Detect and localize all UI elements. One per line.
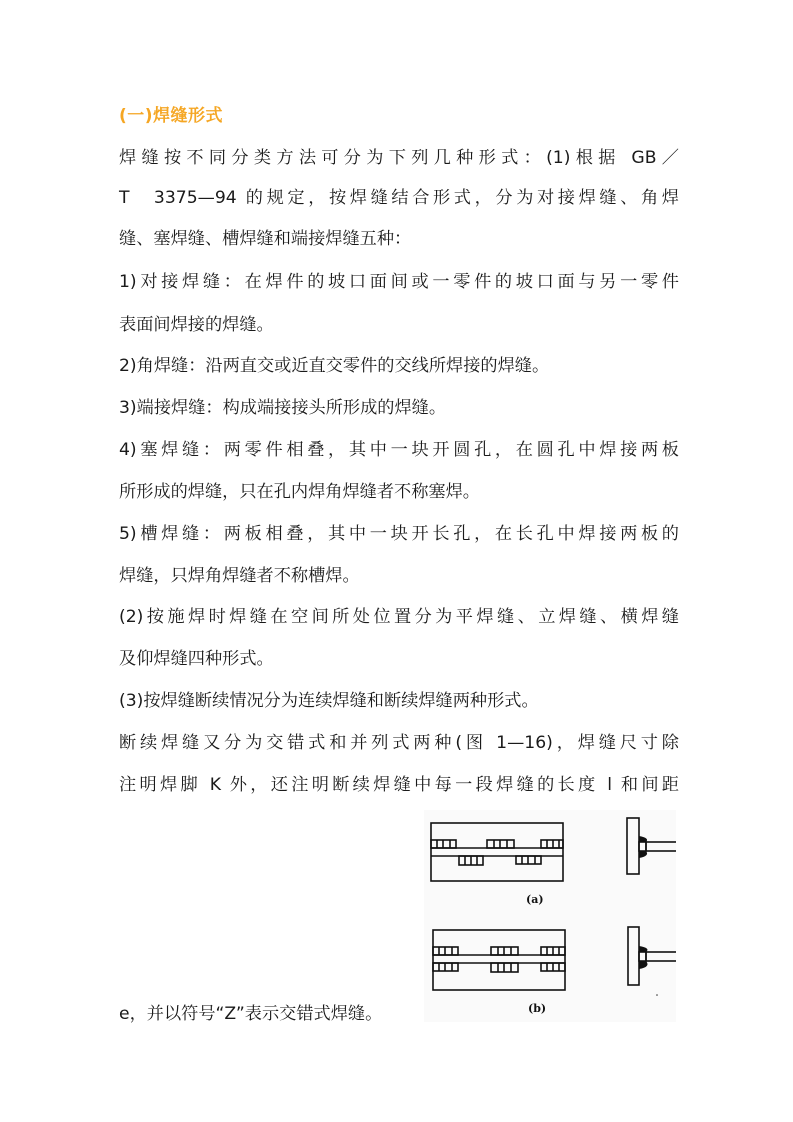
figure-label-b: (b) <box>528 1002 547 1015</box>
paragraph-line: T 3375—94 的规定，按焊缝结合形式，分为对接焊缝、角焊 <box>119 188 679 208</box>
paragraph-line: 2)角焊缝：沿两直交或近直交零件的交线所焊接的焊缝。 <box>119 356 550 376</box>
paragraph-line: 1)对接焊缝：在焊件的坡口面间或一零件的坡口面与另一零件 <box>119 272 679 292</box>
paragraph-line: 焊缝按不同分类方法可分为下列几种形式：(1)根据 GB／ <box>119 148 679 168</box>
paragraph-line: 注明焊脚 K 外，还注明断续焊缝中每一段焊缝的长度 l 和间距 <box>119 775 679 795</box>
paragraph-line: 5)槽焊缝：两板相叠，其中一块开长孔，在长孔中焊接两板的 <box>119 524 679 544</box>
plate-outline-b <box>433 930 565 990</box>
figure-label-a: (a) <box>526 893 544 906</box>
paragraph-line: 焊缝，只焊角焊缝者不称槽焊。 <box>119 566 360 586</box>
paragraph-line: e，并以符号“Z”表示交错式焊缝。 <box>119 1004 383 1024</box>
paragraph-line: 4)塞焊缝：两零件相叠，其中一块开圆孔，在圆孔中焊接两板 <box>119 440 679 460</box>
plate-outline-a <box>431 823 563 881</box>
paragraph-line: (3)按焊缝断续情况分为连续焊缝和断续焊缝两种形式。 <box>119 691 539 711</box>
paragraph-line: 缝、塞焊缝、槽焊缝和端接焊缝五种： <box>119 229 412 249</box>
weld-diagram-figure <box>424 810 676 1022</box>
paragraph-line: 断续焊缝又分为交错式和并列式两种(图 1—16)，焊缝尺寸除 <box>119 733 679 753</box>
weld-diagram-svg <box>424 810 676 1022</box>
paragraph-line: 3)端接焊缝：构成端接接头所形成的焊缝。 <box>119 398 447 418</box>
section-heading: (一)焊缝形式 <box>119 106 224 126</box>
paragraph-line: (2)按施焊时焊缝在空间所处位置分为平焊缝、立焊缝、横焊缝 <box>119 607 679 627</box>
paragraph-line: 及仰焊缝四种形式。 <box>119 649 274 669</box>
paragraph-line: 表面间焊接的焊缝。 <box>119 315 274 335</box>
paragraph-line: 所形成的焊缝，只在孔内焊角焊缝者不称塞焊。 <box>119 482 480 502</box>
